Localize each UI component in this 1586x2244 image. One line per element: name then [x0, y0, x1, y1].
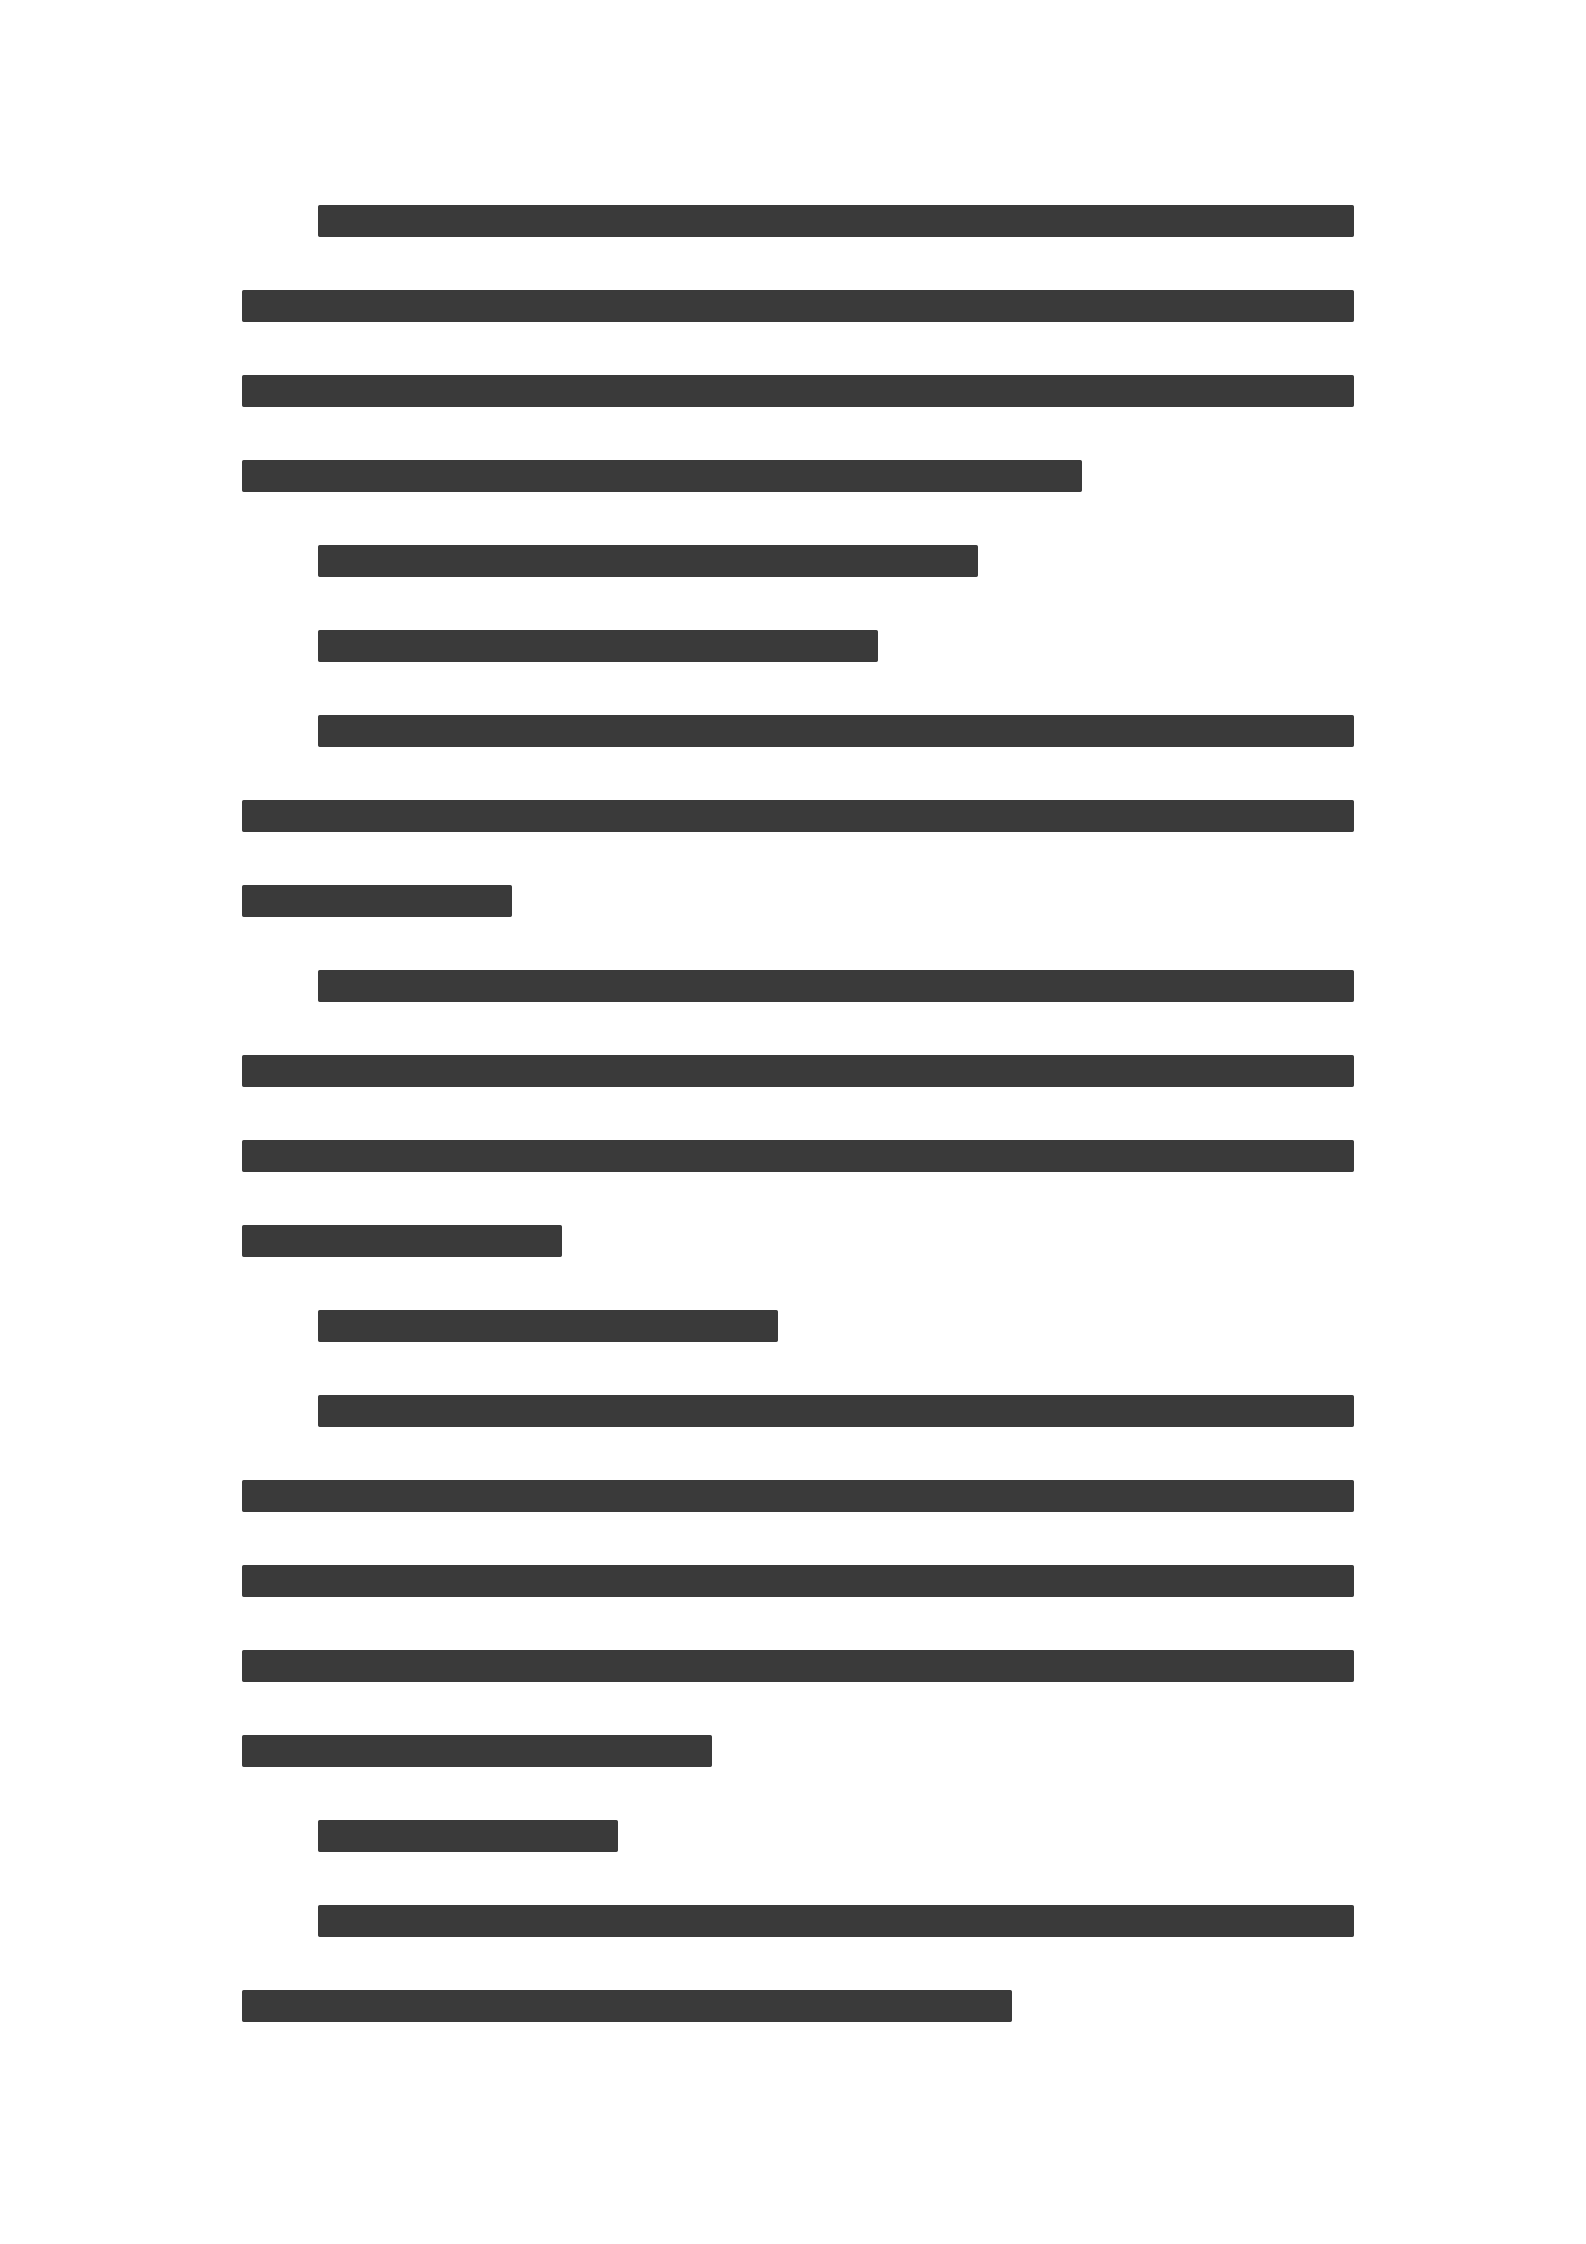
- paragraph-text: [0, 0, 1, 1]
- text-line: [242, 460, 1082, 492]
- paragraph-text: [0, 0, 1, 1]
- heading-text: [0, 0, 1, 1]
- text-line: [242, 1650, 1354, 1682]
- heading-text: [0, 0, 1, 1]
- paragraph-text: [0, 0, 1, 1]
- text-line: [242, 1225, 562, 1257]
- text-line: [242, 1055, 1354, 1087]
- text-line: [318, 1310, 778, 1342]
- text-line: [318, 545, 978, 577]
- heading-text: [0, 0, 1, 1]
- text-line: [318, 205, 1354, 237]
- text-line: [318, 1820, 618, 1852]
- text-line: [242, 1735, 712, 1767]
- text-line: [318, 1395, 1354, 1427]
- text-line: [242, 1990, 1012, 2022]
- text-line: [242, 1480, 1354, 1512]
- text-line: [242, 375, 1354, 407]
- text-line: [242, 1565, 1354, 1597]
- paragraph-text: [0, 0, 1, 1]
- text-line: [242, 800, 1354, 832]
- text-line: [318, 970, 1354, 1002]
- text-line: [318, 715, 1354, 747]
- paragraph-text: [0, 0, 1, 1]
- text-line: [242, 885, 512, 917]
- text-line: [242, 1140, 1354, 1172]
- text-line: [318, 630, 878, 662]
- text-line: [318, 1905, 1354, 1937]
- paragraph-text: [0, 0, 1, 1]
- text-line: [242, 290, 1354, 322]
